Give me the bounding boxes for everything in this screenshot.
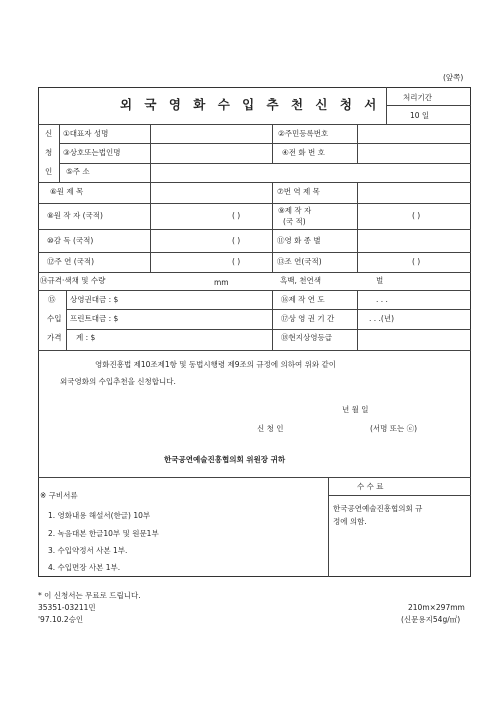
approval-date: '97.10.2승인 <box>38 615 84 624</box>
rep-name-label: ①대표자 성명 <box>63 129 109 138</box>
applicant-signature-label: 신 청 인 <box>257 424 284 433</box>
price-section-number: ⑮ <box>48 295 56 304</box>
mm-unit: mm <box>214 278 229 287</box>
required-doc-1: 1. 영화내용 해설서(한글) 10부 <box>48 511 151 520</box>
paper-size: 210m×297mm <box>408 603 465 612</box>
print-fee-label: 프린트대금 : $ <box>70 314 119 323</box>
addressee: 한국공연예술진흥협의회 위원장 귀하 <box>164 455 286 464</box>
required-doc-2: 2. 녹음대본 한글10부 및 원문1부 <box>48 529 159 538</box>
spec-label: ⑭규격·색채 및 수량 <box>40 276 106 285</box>
rights-fee-label: 상영권대금 : $ <box>70 295 119 304</box>
signature-or-seal-label: (서명 또는 ⓔ) <box>370 424 418 433</box>
required-doc-4: 4. 수입면장 사본 1부. <box>48 563 121 572</box>
fee-text-line-1: 한국공연예술진흥협의회 규 <box>333 504 423 513</box>
date-line: 년 월 일 <box>342 405 369 414</box>
color-type-label: 흑백, 천연색 <box>280 276 321 285</box>
statement-line-2: 외국영화의 수입추천을 신청합니다. <box>60 377 176 386</box>
supporting-nationality-paren: ( ) <box>412 257 421 266</box>
fee-text-line-2: 정에 의함. <box>333 517 367 526</box>
required-docs-header: ※ 구비서류 <box>40 491 78 500</box>
price-section-char-2: 가격 <box>47 333 62 342</box>
director-nationality-paren: ( ) <box>232 236 241 245</box>
original-author-label: ⑧원 작 자 (국적) <box>47 211 103 220</box>
fee-header: 수 수 료 <box>357 482 384 491</box>
form-title: 외 국 영 화 수 입 추 천 신 청 서 <box>120 97 381 112</box>
paper-weight: (신문용지54g/㎡) <box>401 615 461 624</box>
applicant-char-2: 청 <box>45 148 53 157</box>
reels-unit: 벌 <box>376 276 384 285</box>
applicant-char-1: 신 <box>45 129 53 138</box>
company-name-label: ③상호또는법인명 <box>63 148 121 157</box>
screening-period-label: ⑰상 영 권 기 간 <box>281 314 335 323</box>
lead-actor-label: ⑫주 연 (국적) <box>47 257 95 266</box>
processing-period-value: 10 일 <box>410 111 430 120</box>
producer-nationality-label: (국 적) <box>283 217 306 226</box>
page-side-note: (앞쪽) <box>443 73 464 82</box>
director-label: ⑩감 독 (국적) <box>47 236 94 245</box>
applicant-char-3: 인 <box>45 167 53 176</box>
local-rating-label: ⑱현지상영등급 <box>281 333 332 342</box>
author-nationality-paren: ( ) <box>232 211 241 220</box>
screening-period-value: . . .(년) <box>369 314 395 323</box>
production-year-value: . . . <box>376 295 388 304</box>
genre-label: ⑪영 화 종 별 <box>277 236 321 245</box>
original-title-label: ⑥원 제 목 <box>50 187 84 196</box>
translated-title-label: ⑦번 역 제 목 <box>277 187 320 196</box>
address-label: ⑤주 소 <box>66 167 90 176</box>
required-doc-3: 3. 수입약정서 사본 1부. <box>48 546 128 555</box>
price-section-char-1: 수입 <box>47 314 62 323</box>
production-year-label: ⑯제 작 연 도 <box>281 295 325 304</box>
processing-period-label: 처리기간 <box>403 93 432 102</box>
free-form-note: * 이 신청서는 무료로 드립니다. <box>38 591 141 600</box>
supporting-actor-label: ⑬조 연(국적) <box>277 257 322 266</box>
resident-number-label: ②주민등록번호 <box>278 129 329 138</box>
producer-label: ⑨제 작 자 <box>278 206 312 215</box>
lead-nationality-paren: ( ) <box>232 257 241 266</box>
producer-nationality-paren: ( ) <box>412 211 421 220</box>
statement-line-1: 영화진흥법 제10조제1항 및 동법시행령 제9조의 규정에 의하여 위와 같이 <box>95 360 337 369</box>
total-fee-label: 계 : $ <box>76 333 96 342</box>
phone-label: ④전 화 번 호 <box>282 148 325 157</box>
form-code: 35351-03211민 <box>38 603 96 612</box>
